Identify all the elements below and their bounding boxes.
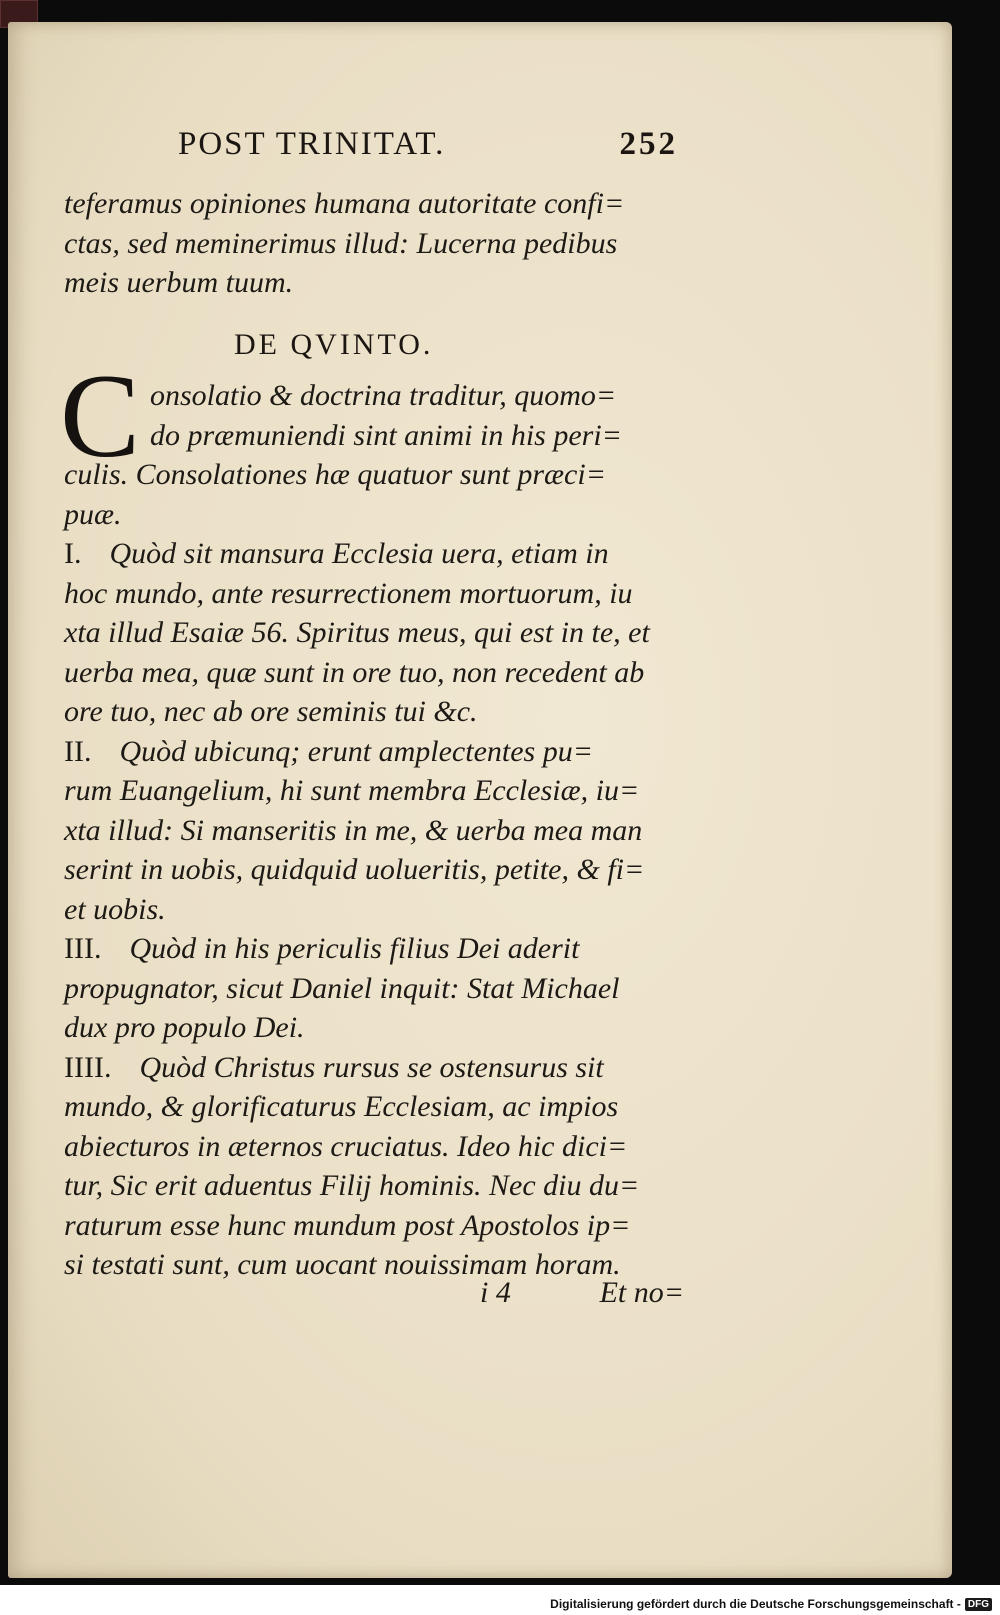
line-text: ore tuo, nec ab ore seminis tui &c. [64, 695, 478, 728]
top-text-block [64, 184, 684, 303]
line-text: hoc mundo, ante resurrectionem mortuorum, iu [64, 576, 633, 610]
line-text: Quòd Christus rursus se ostensurus sit [139, 1050, 604, 1084]
text-line: ctas, sed meminerimus illud: Lucerna pedibus [64, 226, 618, 260]
line-text: puæ. [64, 497, 122, 531]
text-line [64, 1166, 684, 1206]
text-line [64, 534, 684, 574]
page-header [178, 126, 678, 170]
intro-text-block [150, 376, 684, 455]
text-line: meis uerbum tuum. [64, 266, 294, 299]
item-number: II. [64, 734, 92, 768]
credit-text: Digitalisierung gefördert durch die Deutsche Forschungsgemeinschaft - [550, 1597, 961, 1611]
text-line [64, 1048, 684, 1088]
line-text: Quòd ubicunq; erunt amplectentes pu= [119, 734, 593, 768]
digitization-credit [550, 1597, 992, 1611]
text-line [64, 1206, 684, 1246]
text-line [64, 455, 684, 495]
section-heading: DE QVINTO. [234, 328, 434, 361]
line-text: mundo, & glorificaturus Ecclesiam, ac impios [64, 1090, 619, 1123]
line-text: tur, Sic erit aduentus Filij hominis. Nec diu du= [64, 1169, 640, 1202]
line-text: abiecturos in æternos cruciatus. Ideo hic dici= [64, 1129, 628, 1163]
line-text: propugnator, sicut Daniel inquit: Stat Michael [64, 971, 620, 1005]
running-head: POST TRINITAT. [178, 126, 446, 162]
catchline [480, 1276, 684, 1310]
text-line: do præmuniendi sint animi in his peri= [150, 418, 622, 452]
line-text: si testati sunt, cum uocant nouissimam horam. [64, 1248, 621, 1281]
line-text: Quòd in his periculis filius Dei aderit [129, 932, 580, 965]
text-line [64, 574, 684, 614]
item-number: III. [64, 932, 102, 965]
text-line [64, 811, 684, 851]
text-line [64, 1087, 684, 1127]
line-text: et uobis. [64, 892, 166, 926]
page-number: 252 [619, 126, 678, 162]
item-number: IIII. [64, 1050, 112, 1084]
text-line [64, 850, 684, 890]
text-line [64, 969, 684, 1009]
body-text-block [64, 455, 684, 1285]
text-line [64, 929, 684, 969]
text-line: teferamus opiniones humana autoritate confi= [64, 187, 625, 220]
text-line [64, 1008, 684, 1048]
text-line [64, 495, 684, 535]
line-text: dux pro populo Dei. [64, 1011, 305, 1044]
text-line [64, 653, 684, 693]
text-line [64, 1127, 684, 1167]
signature-mark: i 4 [480, 1276, 511, 1309]
text-line [64, 732, 684, 772]
text-line [64, 890, 684, 930]
text-line [64, 613, 684, 653]
item-number: I. [64, 537, 82, 570]
line-text: uerba mea, quæ sunt in ore tuo, non recedent ab [64, 655, 645, 689]
drop-cap-initial: C [60, 349, 141, 482]
line-text: xta illud: Si manseritis in me, & uerba mea man [64, 813, 643, 847]
text-line [64, 771, 684, 811]
line-text: raturum esse hunc mundum post Apostolos ip= [64, 1208, 631, 1242]
line-text: culis. Consolationes hæ quatuor sunt præci= [64, 458, 606, 491]
catchword: Et no= [599, 1276, 684, 1309]
dfg-logo: DFG [965, 1598, 992, 1611]
line-text: Quòd sit mansura Ecclesia uera, etiam in [109, 537, 609, 570]
text-line: onsolatio & doctrina traditur, quomo= [150, 379, 617, 412]
line-text: xta illud Esaiæ 56. Spiritus meus, qui est in te, et [64, 616, 650, 649]
line-text: rum Euangelium, hi sunt membra Ecclesiæ, iu= [64, 774, 640, 807]
line-text: serint in uobis, quidquid uolueritis, petite, & fi= [64, 853, 645, 886]
text-line [64, 692, 684, 732]
